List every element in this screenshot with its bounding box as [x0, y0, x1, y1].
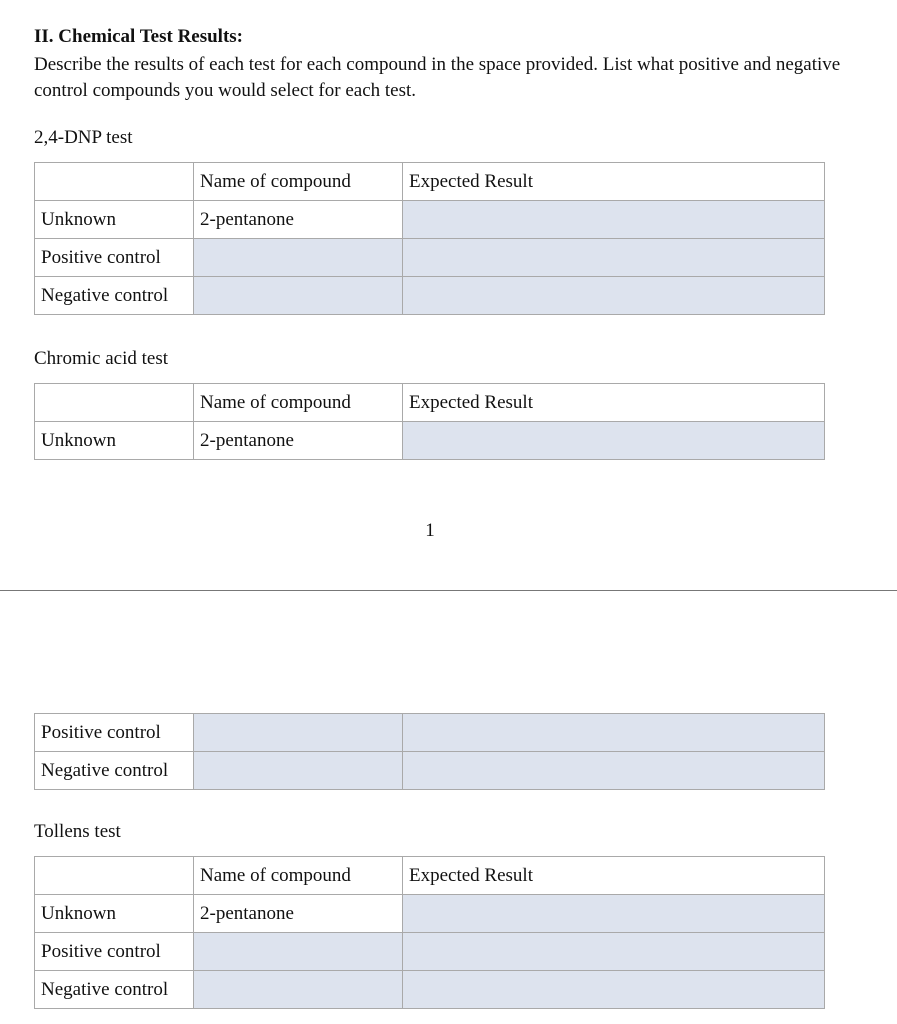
table-row: [35, 239, 825, 277]
chromic-test-table: [34, 383, 825, 460]
header-compound: Name of compound: [194, 857, 403, 895]
tollens-test-title: Tollens test: [34, 821, 121, 842]
row-label: Positive control: [35, 239, 194, 277]
row-label: Unknown: [35, 895, 194, 933]
header-compound: Name of compound: [194, 384, 403, 422]
header-blank-cell: [35, 384, 194, 422]
compound-cell[interactable]: [194, 714, 403, 752]
table-header-row: [35, 384, 825, 422]
result-cell[interactable]: [403, 201, 825, 239]
page-number: 1: [425, 520, 435, 541]
result-cell[interactable]: [403, 422, 825, 460]
row-label: Unknown: [35, 201, 194, 239]
row-label: Negative control: [35, 277, 194, 315]
result-cell[interactable]: [403, 933, 825, 971]
section-heading: II. Chemical Test Results:: [34, 26, 244, 47]
table-row: [35, 971, 825, 1009]
result-cell[interactable]: [403, 277, 825, 315]
table-row: [35, 201, 825, 239]
row-label: Positive control: [35, 714, 194, 752]
table-row: [35, 895, 825, 933]
row-label: Negative control: [35, 752, 194, 790]
result-cell[interactable]: [403, 752, 825, 790]
compound-cell[interactable]: 2-pentanone: [194, 895, 403, 933]
compound-cell[interactable]: [194, 971, 403, 1009]
compound-cell[interactable]: 2-pentanone: [194, 422, 403, 460]
compound-cell[interactable]: [194, 277, 403, 315]
row-label: Negative control: [35, 971, 194, 1009]
tollens-test-table: [34, 856, 825, 1009]
table-header-row: [35, 163, 825, 201]
header-blank-cell: [35, 163, 194, 201]
header-result: Expected Result: [403, 857, 825, 895]
chromic-test-title: Chromic acid test: [34, 348, 169, 369]
compound-cell[interactable]: 2-pentanone: [194, 201, 403, 239]
section-instructions: Describe the results of each test for each compound in the space provided. List what positive and negative control compounds you would select for each test.: [34, 54, 841, 101]
dnp-test-title: 2,4-DNP test: [34, 127, 133, 148]
compound-cell[interactable]: [194, 752, 403, 790]
result-cell[interactable]: [403, 895, 825, 933]
table-row: [35, 714, 825, 752]
page-break-divider: [0, 590, 897, 591]
row-label: Unknown: [35, 422, 194, 460]
compound-cell[interactable]: [194, 933, 403, 971]
header-blank-cell: [35, 857, 194, 895]
result-cell[interactable]: [403, 971, 825, 1009]
header-result: Expected Result: [403, 163, 825, 201]
table-row: [35, 752, 825, 790]
chromic-test-table-continued: [34, 713, 825, 790]
table-header-row: [35, 857, 825, 895]
header-compound: Name of compound: [194, 163, 403, 201]
result-cell[interactable]: [403, 239, 825, 277]
table-row: [35, 422, 825, 460]
dnp-test-table: [34, 162, 825, 315]
result-cell[interactable]: [403, 714, 825, 752]
table-row: [35, 933, 825, 971]
header-result: Expected Result: [403, 384, 825, 422]
row-label: Positive control: [35, 933, 194, 971]
compound-cell[interactable]: [194, 239, 403, 277]
table-row: [35, 277, 825, 315]
